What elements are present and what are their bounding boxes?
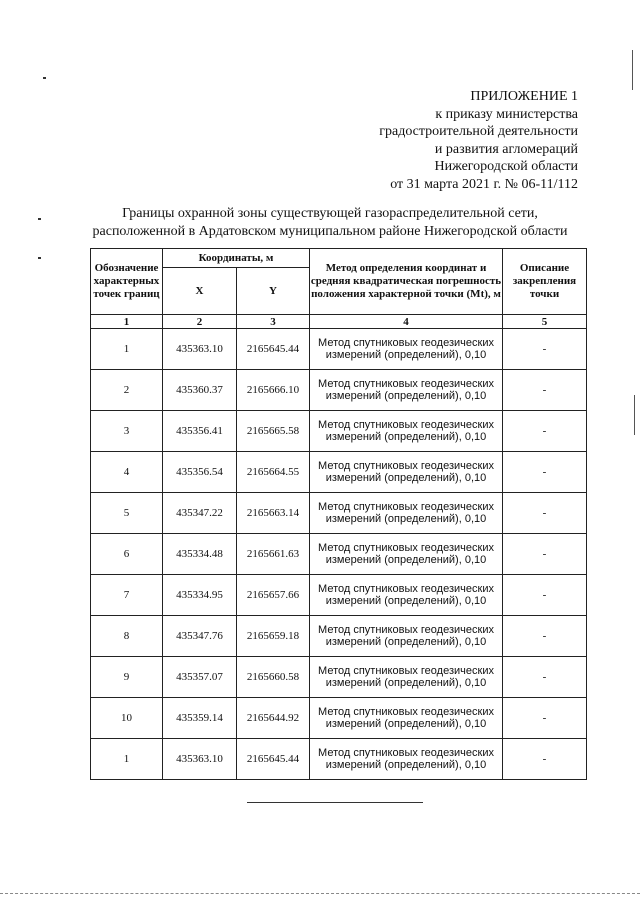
coord-x: 435334.48 [163, 534, 237, 575]
method: Метод спутниковых геодезических измерений (определений), 0,10 [310, 739, 503, 780]
method: Метод спутниковых геодезических измерений (определений), 0,10 [310, 575, 503, 616]
coord-x: 435359.14 [163, 698, 237, 739]
point-id: 10 [91, 698, 163, 739]
signature-line [247, 802, 423, 803]
coord-y: 2165661.63 [237, 534, 310, 575]
coord-y: 2165666.10 [237, 370, 310, 411]
table-row [91, 493, 587, 534]
column-number: 5 [503, 315, 587, 329]
method: Метод спутниковых геодезических измерений (определений), 0,10 [310, 452, 503, 493]
appendix-order-date: от 31 марта 2021 г. № 06-11/112 [390, 176, 578, 192]
method: Метод спутниковых геодезических измерений (определений), 0,10 [310, 493, 503, 534]
table-row [91, 575, 587, 616]
appendix-header [278, 88, 578, 194]
method: Метод спутниковых геодезических измерений (определений), 0,10 [310, 411, 503, 452]
coord-y: 2165663.14 [237, 493, 310, 534]
scan-edge [634, 395, 635, 435]
appendix-title: ПРИЛОЖЕНИЕ 1 [470, 89, 578, 104]
coord-x: 435356.54 [163, 452, 237, 493]
header-description: Описание закрепления точки [503, 249, 587, 315]
description: - [503, 616, 587, 657]
coord-y: 2165657.66 [237, 575, 310, 616]
coord-y: 2165664.55 [237, 452, 310, 493]
method: Метод спутниковых геодезических измерений (определений), 0,10 [310, 534, 503, 575]
appendix-line: Нижегородской области [434, 159, 578, 175]
coord-x: 435347.76 [163, 616, 237, 657]
coord-x: 435357.07 [163, 657, 237, 698]
header-y: Y [237, 268, 310, 315]
column-number: 1 [91, 315, 163, 329]
title-line: Границы охранной зоны существующей газораспределительной сети, [122, 206, 538, 221]
appendix-line: и развития агломераций [434, 141, 578, 157]
table-row [91, 534, 587, 575]
description: - [503, 739, 587, 780]
column-number: 4 [310, 315, 503, 329]
description: - [503, 411, 587, 452]
point-id: 1 [91, 739, 163, 780]
coord-y: 2165644.92 [237, 698, 310, 739]
point-id: 1 [91, 329, 163, 370]
point-id: 5 [91, 493, 163, 534]
description: - [503, 493, 587, 534]
coord-x: 435363.10 [163, 739, 237, 780]
description: - [503, 698, 587, 739]
header-x: X [163, 268, 237, 315]
point-id: 3 [91, 411, 163, 452]
coord-y: 2165645.44 [237, 739, 310, 780]
method: Метод спутниковых геодезических измерений (определений), 0,10 [310, 657, 503, 698]
table-row [91, 657, 587, 698]
table-row [91, 616, 587, 657]
point-id: 8 [91, 616, 163, 657]
coord-y: 2165665.58 [237, 411, 310, 452]
coord-x: 435347.22 [163, 493, 237, 534]
table-row [91, 411, 587, 452]
method: Метод спутниковых геодезических измерений (определений), 0,10 [310, 329, 503, 370]
method: Метод спутниковых геодезических измерений (определений), 0,10 [310, 698, 503, 739]
point-id: 7 [91, 575, 163, 616]
coord-x: 435334.95 [163, 575, 237, 616]
table-row [91, 370, 587, 411]
header-method: Метод определения координат и средняя квадратическая погрешность положения характерной точки (Mt), м [310, 249, 503, 315]
point-id: 9 [91, 657, 163, 698]
coord-y: 2165660.58 [237, 657, 310, 698]
coord-x: 435356.41 [163, 411, 237, 452]
description: - [503, 370, 587, 411]
coord-x: 435360.37 [163, 370, 237, 411]
coord-x: 435363.10 [163, 329, 237, 370]
method: Метод спутниковых геодезических измерений (определений), 0,10 [310, 616, 503, 657]
point-id: 2 [91, 370, 163, 411]
table-row [91, 698, 587, 739]
appendix-line: к приказу министерства [435, 106, 578, 122]
table-row [91, 452, 587, 493]
scan-edge [632, 50, 633, 90]
method: Метод спутниковых геодезических измерений (определений), 0,10 [310, 370, 503, 411]
point-id: 6 [91, 534, 163, 575]
scan-mark [38, 257, 41, 259]
boundary-points-table [90, 248, 587, 780]
column-number: 3 [237, 315, 310, 329]
scan-edge-bottom [0, 893, 640, 894]
title-line: расположенной в Ардатовском муниципальном районе Нижегородской области [92, 223, 568, 239]
description: - [503, 329, 587, 370]
description: - [503, 657, 587, 698]
appendix-line: градостроительной деятельности [379, 124, 578, 140]
point-id: 4 [91, 452, 163, 493]
header-coordinates: Координаты, м [163, 249, 310, 268]
coord-y: 2165659.18 [237, 616, 310, 657]
description: - [503, 575, 587, 616]
column-number: 2 [163, 315, 237, 329]
header-point: Обозначение характерных точек границ [91, 249, 163, 315]
description: - [503, 452, 587, 493]
document-title [60, 205, 600, 240]
coord-y: 2165645.44 [237, 329, 310, 370]
table-row [91, 329, 587, 370]
description: - [503, 534, 587, 575]
scan-mark [38, 218, 41, 220]
table-row [91, 739, 587, 780]
scan-mark [43, 77, 46, 79]
